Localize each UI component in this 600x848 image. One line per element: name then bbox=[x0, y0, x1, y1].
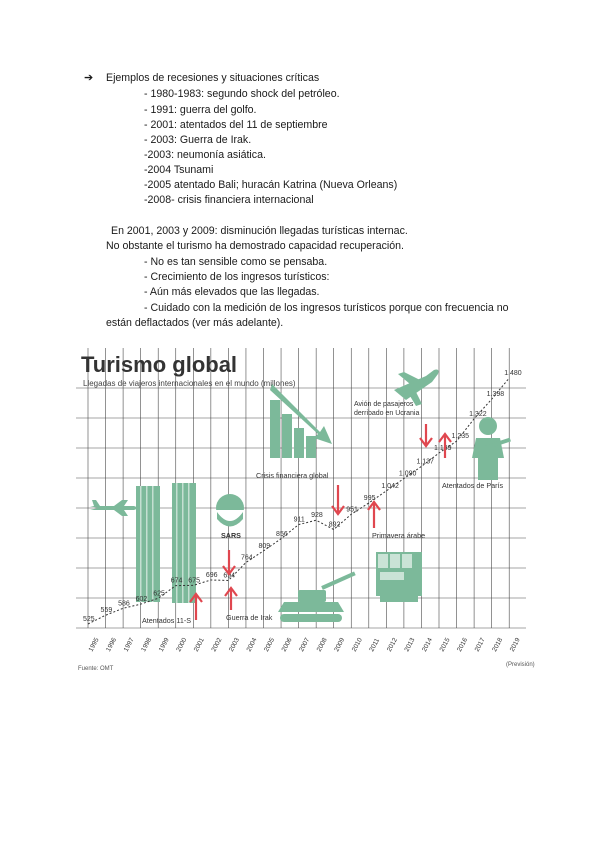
value-label: 856 bbox=[276, 530, 288, 538]
paragraph-item: - Aún más elevados que las llegadas. bbox=[144, 286, 320, 298]
year-tick-label: 2012 bbox=[385, 636, 399, 653]
year-tick-label: 2017 bbox=[473, 636, 487, 653]
year-tick-label: 2010 bbox=[350, 636, 364, 653]
year-tick-label: 2002 bbox=[210, 636, 224, 653]
paragraph-item: - No es tan sensible como se pensaba. bbox=[144, 256, 328, 268]
recession-item: -2003: neumonía asiática. bbox=[144, 149, 266, 161]
value-label: 1.235 bbox=[451, 433, 470, 441]
recession-item: -2008- crisis financiera internacional bbox=[144, 194, 314, 206]
event-label-sars: SARS bbox=[221, 531, 241, 540]
tourism-infographic bbox=[76, 340, 535, 676]
year-tick-label: 2016 bbox=[456, 636, 470, 653]
value-label: 675 bbox=[188, 577, 200, 585]
event-arrow-down-sars bbox=[223, 550, 235, 574]
recessions-heading: Ejemplos de recesiones y situaciones críticas bbox=[106, 72, 320, 84]
twin-towers-icon bbox=[136, 483, 196, 603]
tank-icon bbox=[278, 572, 356, 622]
event-label-line: derribado en Ucrania bbox=[354, 410, 420, 417]
year-tick-label: 1995 bbox=[87, 636, 101, 653]
event-label-crisis: Crisis financiera global bbox=[256, 471, 329, 480]
year-tick-label: 2000 bbox=[175, 636, 189, 653]
recession-item: - 1991: guerra del golfo. bbox=[144, 104, 257, 116]
chart-subtitle: Llegadas de viajeros internacionales en el mundo (millones) bbox=[83, 379, 296, 388]
chart-title: Turismo global bbox=[81, 352, 238, 377]
year-tick-label: 2009 bbox=[333, 636, 347, 653]
value-label: 674 bbox=[170, 577, 183, 585]
value-label: 625 bbox=[153, 590, 165, 598]
event-label-ucrania bbox=[354, 401, 419, 417]
value-label: 928 bbox=[311, 512, 323, 520]
year-tick-label: 1998 bbox=[140, 636, 154, 653]
year-tick-label: 2003 bbox=[227, 636, 241, 653]
source-note: Fuente: OMT bbox=[78, 666, 114, 672]
event-label-line: Avión de pasajeros bbox=[354, 401, 414, 408]
value-label: 694 bbox=[223, 572, 236, 580]
value-label: 525 bbox=[83, 616, 95, 623]
year-tick-label: 2006 bbox=[280, 636, 294, 653]
year-tick-label: 2019 bbox=[508, 636, 522, 653]
value-label: 995 bbox=[363, 494, 376, 502]
year-tick-label: 2008 bbox=[315, 636, 329, 653]
value-label: 1.480 bbox=[504, 370, 522, 378]
soldier-icon bbox=[472, 417, 511, 480]
value-label: 809 bbox=[258, 542, 271, 550]
raised-fist-icon bbox=[376, 552, 422, 602]
year-tick-label: 1996 bbox=[105, 636, 119, 653]
paragraph-line: No obstante el turismo ha demostrado capacidad recuperación. bbox=[106, 240, 404, 252]
value-label: 696 bbox=[205, 571, 218, 579]
year-tick-label: 2007 bbox=[298, 636, 312, 653]
value-label: 1.322 bbox=[469, 410, 487, 418]
recession-item: -2005 atentado Bali; huracán Katrina (Nueva Orleans) bbox=[144, 179, 398, 191]
value-label: 1.137 bbox=[416, 458, 434, 466]
year-tick-label: 2011 bbox=[368, 637, 382, 653]
year-tick-label: 2005 bbox=[263, 636, 277, 653]
event-arrow-up-irak bbox=[225, 588, 237, 610]
value-label: 1.398 bbox=[486, 391, 505, 399]
value-label: 951 bbox=[346, 506, 358, 514]
event-label-irak: Guerra de Irak bbox=[226, 613, 273, 622]
event-label-paris: Atentados de París bbox=[442, 481, 504, 490]
recession-item: - 2001: atentados del 11 de septiembre bbox=[144, 119, 328, 131]
recession-item: - 2003: Guerra de Irak. bbox=[144, 134, 252, 146]
value-label: 559 bbox=[100, 607, 113, 615]
right-arrow-icon: ➔ bbox=[84, 72, 94, 84]
year-tick-label: 2013 bbox=[403, 636, 417, 653]
value-label: 1.042 bbox=[381, 482, 399, 490]
value-label: 1.090 bbox=[398, 470, 417, 478]
event-arrow-up-2001 bbox=[190, 594, 202, 620]
event-label-11s: Atentados 11-S bbox=[142, 616, 192, 625]
recession-item: -2004 Tsunami bbox=[144, 164, 214, 176]
paragraph-item: - Cuidado con la medición de los ingresos turísticos porque con frecuencia no bbox=[144, 302, 509, 314]
paragraph-item: - Crecimiento de los ingresos turísticos: bbox=[144, 271, 330, 283]
value-label: 911 bbox=[293, 516, 305, 524]
forecast-note: (Previsión) bbox=[506, 662, 535, 668]
recession-item: - 1980-1983: segundo shock del petróleo. bbox=[144, 88, 340, 100]
year-tick-label: 1999 bbox=[157, 636, 171, 653]
event-arrow-up-2011 bbox=[368, 502, 380, 528]
value-label: 892 bbox=[328, 521, 341, 529]
paragraph-line: En 2001, 2003 y 2009: disminución llegadas turísticas internac. bbox=[111, 225, 408, 237]
year-tick-label: 2004 bbox=[245, 636, 259, 653]
value-label: 1.189 bbox=[434, 445, 452, 453]
year-tick-label: 1997 bbox=[122, 636, 136, 653]
declining-chart-icon bbox=[270, 384, 332, 458]
masked-face-icon bbox=[216, 494, 244, 527]
year-tick-label: 2015 bbox=[438, 636, 452, 653]
year-tick-label: 2018 bbox=[491, 636, 505, 653]
value-label: 602 bbox=[135, 596, 148, 604]
paragraph-continuation: están deflactados (ver más adelante). bbox=[106, 317, 284, 329]
year-tick-label: 2014 bbox=[421, 636, 435, 653]
value-label: 764 bbox=[240, 554, 253, 562]
year-tick-label: 2001 bbox=[192, 636, 206, 653]
value-label: 586 bbox=[118, 600, 130, 608]
tourism-chart bbox=[76, 340, 535, 676]
event-arrow-down-2014 bbox=[420, 424, 432, 446]
event-label-primavera: Primavera árabe bbox=[372, 531, 426, 540]
year-ticks bbox=[88, 637, 522, 653]
